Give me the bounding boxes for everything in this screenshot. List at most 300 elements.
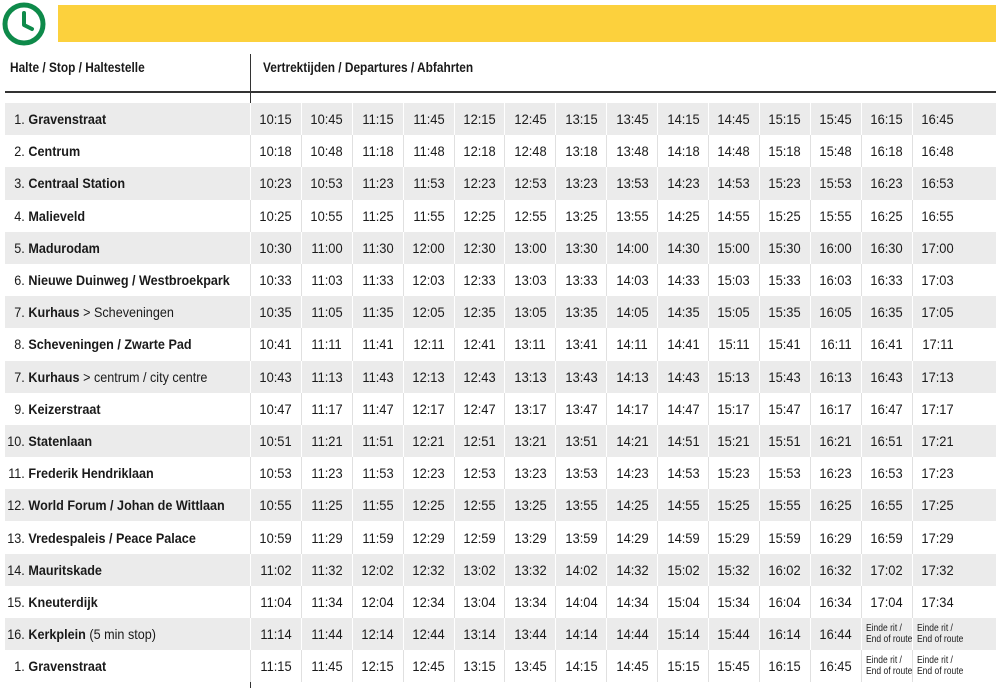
stop-name: Malieveld <box>28 207 86 224</box>
departure-time: 15:15 <box>657 650 708 682</box>
departure-time: 12:45 <box>403 650 454 682</box>
departure-time: 15:03 <box>708 264 759 296</box>
departure-time: 14:03 <box>606 264 657 296</box>
departure-time: 15:48 <box>810 135 861 167</box>
departure-time: 12:14 <box>352 618 403 650</box>
table-row <box>5 618 996 650</box>
departure-time: 12:43 <box>454 361 505 393</box>
departure-time: 17:13 <box>912 361 963 393</box>
departure-time: 14:45 <box>708 103 759 135</box>
table-row <box>5 393 996 425</box>
end-of-route-note: Einde rit / End of route <box>861 618 912 650</box>
departure-time: 13:29 <box>504 521 555 553</box>
departure-time: 12:13 <box>403 361 454 393</box>
departure-time: 11:05 <box>301 296 352 328</box>
departure-time: 10:23 <box>250 167 301 199</box>
departure-time: 11:14 <box>250 618 301 650</box>
departure-time: 11:23 <box>352 167 403 199</box>
stop-name: Nieuwe Duinweg / Westbroekpark <box>28 272 230 289</box>
departure-time: 14:17 <box>606 393 657 425</box>
departure-time: 11:55 <box>403 200 454 232</box>
departure-time: 12:25 <box>454 200 505 232</box>
departure-time: 16:11 <box>810 328 861 360</box>
departure-time: 14:35 <box>657 296 708 328</box>
departure-time: 13:03 <box>504 264 555 296</box>
departure-time: 11:15 <box>250 650 301 682</box>
departure-time: 12:17 <box>403 393 454 425</box>
stop-cell <box>5 328 250 360</box>
departure-time: 15:00 <box>708 232 759 264</box>
stop-name: Centrum <box>28 143 81 160</box>
departure-time: 16:15 <box>759 650 810 682</box>
stop-number: 5. <box>14 239 25 256</box>
departure-time: 14:55 <box>708 200 759 232</box>
departure-time: 13:33 <box>555 264 606 296</box>
departure-time: 11:43 <box>352 361 403 393</box>
departure-time: 11:48 <box>403 135 454 167</box>
departure-time: 12:18 <box>454 135 505 167</box>
departure-time: 12:00 <box>403 232 454 264</box>
departure-time: 11:33 <box>352 264 403 296</box>
departure-time: 12:30 <box>454 232 505 264</box>
departure-time: 12:23 <box>454 167 505 199</box>
stop-cell <box>5 135 250 167</box>
departure-time: 15:59 <box>759 521 810 553</box>
stop-name: World Forum / Johan de Wittlaan <box>28 497 225 514</box>
departure-time: 17:11 <box>912 328 963 360</box>
departure-time: 12:15 <box>352 650 403 682</box>
departure-time: 14:45 <box>606 650 657 682</box>
departure-time: 13:34 <box>504 586 555 618</box>
table-row <box>5 103 996 135</box>
departure-time: 15:41 <box>759 328 810 360</box>
departure-time: 11:55 <box>352 489 403 521</box>
departure-time: 12:02 <box>352 554 403 586</box>
departure-time: 15:14 <box>657 618 708 650</box>
table-row <box>5 328 996 360</box>
stop-name: Gravenstraat <box>28 658 107 675</box>
departure-time: 13:23 <box>504 457 555 489</box>
table-row <box>5 167 996 199</box>
stop-number: 16. <box>7 626 25 643</box>
stop-cell <box>5 264 250 296</box>
departure-time: 13:41 <box>555 328 606 360</box>
departure-time: 15:55 <box>759 489 810 521</box>
departure-time: 14:43 <box>657 361 708 393</box>
departure-time: 13:14 <box>454 618 505 650</box>
table-row <box>5 200 996 232</box>
departure-time: 13:25 <box>555 200 606 232</box>
departure-time: 15:44 <box>708 618 759 650</box>
stop-cell <box>5 232 250 264</box>
stop-number: 11. <box>8 465 25 482</box>
departure-time: 14:53 <box>708 167 759 199</box>
departure-time: 12:53 <box>504 167 555 199</box>
departure-time: 10:43 <box>250 361 301 393</box>
departure-time: 14:18 <box>657 135 708 167</box>
table-row <box>5 361 996 393</box>
stop-number: 10. <box>7 432 25 449</box>
end-of-route-note: Einde rit / End of route <box>912 650 963 682</box>
departure-time: 10:18 <box>250 135 301 167</box>
departure-time: 13:00 <box>504 232 555 264</box>
departure-time: 11:30 <box>352 232 403 264</box>
stop-name: Keizerstraat <box>28 400 101 417</box>
departure-time: 14:29 <box>606 521 657 553</box>
departure-time: 11:51 <box>352 425 403 457</box>
departure-time: 13:15 <box>454 650 505 682</box>
stop-cell <box>5 489 250 521</box>
departure-time: 14:25 <box>657 200 708 232</box>
header-divider <box>5 91 996 93</box>
table-row <box>5 554 996 586</box>
stop-number: 4. <box>14 207 25 224</box>
departure-time: 16:45 <box>810 650 861 682</box>
departure-time: 13:30 <box>555 232 606 264</box>
departure-time: 15:02 <box>657 554 708 586</box>
departure-time: 14:04 <box>555 586 606 618</box>
stop-cell <box>5 650 250 682</box>
departure-time: 16:04 <box>759 586 810 618</box>
timetable <box>5 103 996 682</box>
departure-time: 15:53 <box>759 457 810 489</box>
departure-time: 15:05 <box>708 296 759 328</box>
departure-time: 11:44 <box>301 618 352 650</box>
departure-time: 10:53 <box>250 457 301 489</box>
departure-time: 16:32 <box>810 554 861 586</box>
stop-number: 6. <box>14 272 25 289</box>
stop-name: Kurhaus <box>28 368 80 385</box>
departure-time: 11:45 <box>403 103 454 135</box>
departure-time: 16:05 <box>810 296 861 328</box>
table-row <box>5 264 996 296</box>
departure-time: 11:32 <box>301 554 352 586</box>
departure-time: 13:23 <box>555 167 606 199</box>
departure-time: 10:55 <box>301 200 352 232</box>
departure-time: 11:18 <box>352 135 403 167</box>
departure-time: 12:48 <box>504 135 555 167</box>
departure-time: 13:48 <box>606 135 657 167</box>
departure-time: 17:23 <box>912 457 963 489</box>
departure-time: 16:33 <box>861 264 912 296</box>
departure-time: 13:59 <box>555 521 606 553</box>
stop-number: 7. <box>14 304 25 321</box>
departure-time: 16:53 <box>861 457 912 489</box>
departure-time: 13:32 <box>504 554 555 586</box>
departure-time: 12:55 <box>504 200 555 232</box>
departure-time: 10:48 <box>301 135 352 167</box>
departure-time: 14:15 <box>657 103 708 135</box>
table-row <box>5 489 996 521</box>
departure-time: 15:32 <box>708 554 759 586</box>
departure-time: 11:41 <box>352 328 403 360</box>
departure-time: 12:51 <box>454 425 505 457</box>
departure-time: 11:29 <box>301 521 352 553</box>
stop-number: 1. <box>14 111 25 128</box>
departure-time: 12:04 <box>352 586 403 618</box>
clock-icon <box>2 2 46 46</box>
departure-time: 15:04 <box>657 586 708 618</box>
departure-time: 12:03 <box>403 264 454 296</box>
departure-time: 15:18 <box>759 135 810 167</box>
departure-time: 17:21 <box>912 425 963 457</box>
departure-time: 15:45 <box>810 103 861 135</box>
departure-time: 13:02 <box>454 554 505 586</box>
stop-number: 14. <box>7 561 25 578</box>
departure-time: 15:13 <box>708 361 759 393</box>
departure-time: 16:48 <box>912 135 963 167</box>
departure-time: 13:04 <box>454 586 505 618</box>
departure-time: 16:47 <box>861 393 912 425</box>
departure-time: 15:25 <box>708 489 759 521</box>
departure-time: 12:53 <box>454 457 505 489</box>
stop-number: 3. <box>14 175 25 192</box>
departure-time: 10:47 <box>250 393 301 425</box>
departure-time: 14:23 <box>606 457 657 489</box>
departure-time: 16:17 <box>810 393 861 425</box>
table-row <box>5 296 996 328</box>
departure-time: 13:45 <box>606 103 657 135</box>
departure-time: 11:04 <box>250 586 301 618</box>
departure-time: 13:44 <box>504 618 555 650</box>
departure-time: 11:53 <box>352 457 403 489</box>
departure-time: 16:18 <box>861 135 912 167</box>
departure-time: 11:15 <box>352 103 403 135</box>
departure-time: 15:34 <box>708 586 759 618</box>
departure-time: 13:15 <box>555 103 606 135</box>
departure-time: 10:25 <box>250 200 301 232</box>
stop-cell <box>5 521 250 553</box>
departure-time: 12:25 <box>403 489 454 521</box>
stop-name: Kurhaus <box>28 304 80 321</box>
departure-time: 14:23 <box>657 167 708 199</box>
departure-time: 12:23 <box>403 457 454 489</box>
departure-time: 15:25 <box>759 200 810 232</box>
departure-time: 10:45 <box>301 103 352 135</box>
departure-time: 16:03 <box>810 264 861 296</box>
stop-number: 8. <box>14 336 25 353</box>
departure-time: 14:00 <box>606 232 657 264</box>
stop-cell <box>5 586 250 618</box>
departure-time: 17:17 <box>912 393 963 425</box>
departure-time: 14:44 <box>606 618 657 650</box>
departure-time: 14:51 <box>657 425 708 457</box>
departure-time: 11:59 <box>352 521 403 553</box>
departure-time: 11:11 <box>301 328 352 360</box>
stop-cell <box>5 103 250 135</box>
departure-time: 14:05 <box>606 296 657 328</box>
departure-time: 11:47 <box>352 393 403 425</box>
departure-time: 11:45 <box>301 650 352 682</box>
departure-time: 11:00 <box>301 232 352 264</box>
departure-time: 15:29 <box>708 521 759 553</box>
departure-time: 14:30 <box>657 232 708 264</box>
departure-time: 11:53 <box>403 167 454 199</box>
departure-time: 14:15 <box>555 650 606 682</box>
departure-time: 16:14 <box>759 618 810 650</box>
stop-name: Gravenstraat <box>28 111 107 128</box>
departure-time: 11:25 <box>352 200 403 232</box>
departure-time: 11:21 <box>301 425 352 457</box>
departure-time: 15:35 <box>759 296 810 328</box>
title-banner <box>58 5 996 42</box>
departure-time: 16:41 <box>861 328 912 360</box>
departure-time: 13:25 <box>504 489 555 521</box>
stop-cell <box>5 296 250 328</box>
departure-time: 16:55 <box>912 200 963 232</box>
departure-time: 15:30 <box>759 232 810 264</box>
departure-time: 13:05 <box>504 296 555 328</box>
departure-time: 16:15 <box>861 103 912 135</box>
stop-number: 7. <box>14 368 25 385</box>
table-row <box>5 232 996 264</box>
departure-time: 14:13 <box>606 361 657 393</box>
departure-time: 16:02 <box>759 554 810 586</box>
departure-time: 10:35 <box>250 296 301 328</box>
departure-time: 15:33 <box>759 264 810 296</box>
departure-time: 13:47 <box>555 393 606 425</box>
stop-column-header: Halte / Stop / Haltestelle <box>10 60 145 75</box>
departure-time: 12:33 <box>454 264 505 296</box>
departure-time: 10:59 <box>250 521 301 553</box>
departure-time: 13:53 <box>555 457 606 489</box>
stop-name: Madurodam <box>28 239 100 256</box>
stop-cell <box>5 425 250 457</box>
departure-time: 17:02 <box>861 554 912 586</box>
departure-time: 13:45 <box>504 650 555 682</box>
departure-time: 17:03 <box>912 264 963 296</box>
departure-time: 16:34 <box>810 586 861 618</box>
departure-time: 15:45 <box>708 650 759 682</box>
departure-time: 10:30 <box>250 232 301 264</box>
departure-time: 10:55 <box>250 489 301 521</box>
departure-time: 10:33 <box>250 264 301 296</box>
departure-time: 14:48 <box>708 135 759 167</box>
stop-cell <box>5 618 250 650</box>
departure-time: 16:00 <box>810 232 861 264</box>
departure-time: 17:29 <box>912 521 963 553</box>
end-of-route-note: Einde rit / End of route <box>912 618 963 650</box>
departure-time: 13:35 <box>555 296 606 328</box>
departure-time: 16:35 <box>861 296 912 328</box>
departure-time: 15:21 <box>708 425 759 457</box>
departure-time: 15:17 <box>708 393 759 425</box>
table-row <box>5 521 996 553</box>
departure-time: 16:59 <box>861 521 912 553</box>
departure-time: 16:44 <box>810 618 861 650</box>
departure-time: 13:17 <box>504 393 555 425</box>
departure-time: 12:44 <box>403 618 454 650</box>
departure-time: 17:25 <box>912 489 963 521</box>
departure-time: 12:32 <box>403 554 454 586</box>
departure-time: 11:35 <box>352 296 403 328</box>
departure-time: 16:23 <box>810 457 861 489</box>
stop-number: 12. <box>7 497 25 514</box>
departure-time: 13:18 <box>555 135 606 167</box>
table-row <box>5 586 996 618</box>
departure-time: 13:55 <box>606 200 657 232</box>
departure-time: 12:34 <box>403 586 454 618</box>
stop-name: Centraal Station <box>28 175 126 192</box>
departure-time: 14:02 <box>555 554 606 586</box>
departure-time: 12:45 <box>504 103 555 135</box>
departure-time: 16:51 <box>861 425 912 457</box>
departure-time: 16:43 <box>861 361 912 393</box>
departure-time: 15:55 <box>810 200 861 232</box>
departure-time: 12:59 <box>454 521 505 553</box>
departure-time: 16:45 <box>912 103 963 135</box>
stop-name: Kerkplein <box>28 626 86 643</box>
departure-time: 14:47 <box>657 393 708 425</box>
stop-cell <box>5 554 250 586</box>
departure-time: 17:05 <box>912 296 963 328</box>
departure-time: 14:33 <box>657 264 708 296</box>
departure-time: 14:41 <box>657 328 708 360</box>
departure-time: 17:32 <box>912 554 963 586</box>
table-row <box>5 425 996 457</box>
departure-time: 12:05 <box>403 296 454 328</box>
stop-cell <box>5 457 250 489</box>
stop-name: Scheveningen / Zwarte Pad <box>28 336 192 353</box>
departure-time: 13:11 <box>504 328 555 360</box>
departure-time: 14:53 <box>657 457 708 489</box>
stop-note: (5 min stop) <box>89 626 156 643</box>
departure-time: 11:03 <box>301 264 352 296</box>
departure-time: 14:34 <box>606 586 657 618</box>
departure-time: 13:53 <box>606 167 657 199</box>
departure-time: 11:23 <box>301 457 352 489</box>
departure-time: 15:11 <box>708 328 759 360</box>
departure-time: 16:25 <box>810 489 861 521</box>
departure-time: 13:13 <box>504 361 555 393</box>
stop-cell <box>5 393 250 425</box>
departure-time: 12:55 <box>454 489 505 521</box>
stop-number: 2. <box>14 143 25 160</box>
departure-time: 16:30 <box>861 232 912 264</box>
departures-column-header: Vertrektijden / Departures / Abfahrten <box>263 60 474 75</box>
departure-time: 11:02 <box>250 554 301 586</box>
departure-time: 13:55 <box>555 489 606 521</box>
departure-time: 16:23 <box>861 167 912 199</box>
stop-number: 15. <box>7 593 25 610</box>
departure-time: 15:53 <box>810 167 861 199</box>
departure-time: 10:51 <box>250 425 301 457</box>
stop-number: 13. <box>7 529 25 546</box>
departure-time: 15:15 <box>759 103 810 135</box>
stop-name: Mauritskade <box>28 561 102 578</box>
departure-time: 15:23 <box>759 167 810 199</box>
departure-time: 14:55 <box>657 489 708 521</box>
stop-name: Frederik Hendriklaan <box>28 465 154 482</box>
table-row <box>5 457 996 489</box>
departure-time: 12:35 <box>454 296 505 328</box>
departure-time: 16:13 <box>810 361 861 393</box>
departure-time: 10:41 <box>250 328 301 360</box>
departure-time: 16:21 <box>810 425 861 457</box>
departure-time: 12:21 <box>403 425 454 457</box>
departure-time: 13:21 <box>504 425 555 457</box>
stop-note: > Scheveningen <box>83 304 174 321</box>
departure-time: 11:13 <box>301 361 352 393</box>
stop-cell <box>5 200 250 232</box>
departure-time: 13:43 <box>555 361 606 393</box>
departure-time: 15:51 <box>759 425 810 457</box>
departure-time: 16:53 <box>912 167 963 199</box>
departure-time: 17:04 <box>861 586 912 618</box>
departure-time: 17:34 <box>912 586 963 618</box>
departure-time: 11:25 <box>301 489 352 521</box>
stop-cell <box>5 361 250 393</box>
